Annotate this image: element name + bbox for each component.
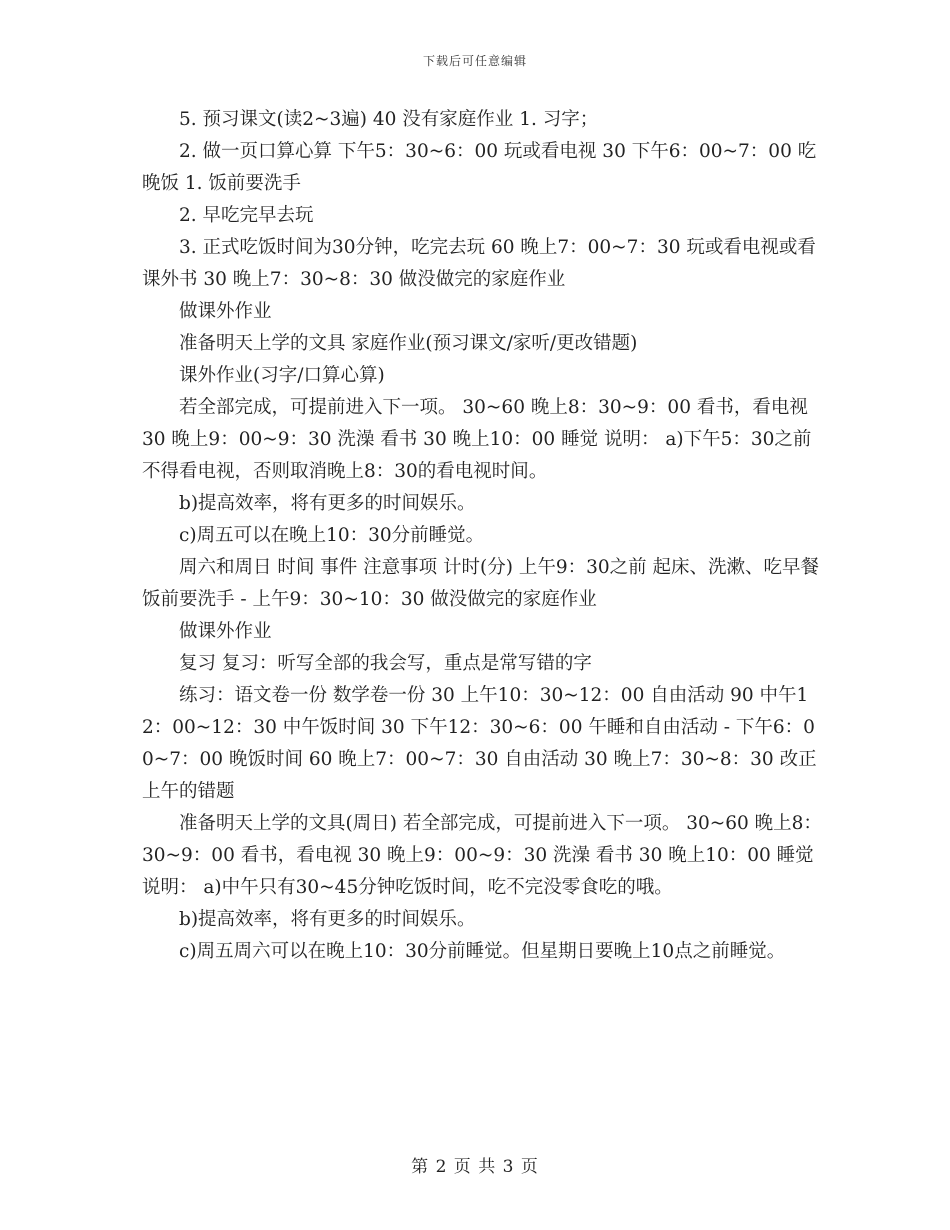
document-body xyxy=(142,104,825,968)
paragraph-2: 2. 做一页口算心算 下午5：30~6：00 玩或看电视 30 下午6：00~7：00 吃晚饭 1. 饭前要洗手 xyxy=(142,141,817,194)
paragraph-15: 准备明天上学的文具(周日) 若全部完成，可提前进入下一项。 30~60 晚上8：30~9：00 看书，看电视 30 晚上9：00~9：30 洗澡 看书 30 晚上10：00 睡觉 说明： a)中午只有30~45分钟吃饭时间，吃不完没零食吃的哦。 xyxy=(142,813,822,898)
paragraph-17: c)周五周六可以在晚上10：30分前睡觉。但星期日要晚上10点之前睡觉。 xyxy=(179,941,786,962)
paragraph-12: 做课外作业 xyxy=(179,621,272,642)
paragraph-4: 3. 正式吃饭时间为30分钟，吃完去玩 60 晚上7：00~7：30 玩或看电视或看课外书 30 晚上7：30~8：30 做没做完的家庭作业 xyxy=(142,237,816,290)
paragraph-8: 若全部完成，可提前进入下一项。 30~60 晚上8：30~9：00 看书，看电视 30 晚上9：00~9：30 洗澡 看书 30 晚上10：00 睡觉 说明： a)下午5：30之前不得看电视，否则取消晚上8：30的看电视时间。 xyxy=(142,397,814,482)
paragraph-7: 课外作业(习字/口算心算) xyxy=(179,365,385,386)
paragraph-11: 周六和周日 时间 事件 注意事项 计时(分) 上午9：30之前 起床、洗漱、吃早餐 饭前要洗手 - 上午9：30~10：30 做没做完的家庭作业 xyxy=(142,557,825,610)
paragraph-14: 练习：语文卷一份 数学卷一份 30 上午10：30~12：00 自由活动 90 中午12：00~12：30 中午饭时间 30 下午12：30~6：00 午睡和自由活动 - 下午6：00~7：00 晚饭时间 60 晚上7：00~7：30 自由活动 30 晚上7：30~8：30 改正上午的错题 xyxy=(142,685,817,802)
paragraph-3: 2. 早吃完早去玩 xyxy=(179,205,314,226)
page-header: 下载后可任意编辑 xyxy=(422,54,527,68)
paragraph-9: b)提高效率，将有更多的时间娱乐。 xyxy=(179,493,476,514)
paragraph-16: b)提高效率，将有更多的时间娱乐。 xyxy=(179,909,476,930)
paragraph-6: 准备明天上学的文具 家庭作业(预习课文/家听/更改错题) xyxy=(179,333,638,354)
paragraph-13: 复习 复习：听写全部的我会写，重点是常写错的字 xyxy=(179,653,592,674)
paragraph-5: 做课外作业 xyxy=(179,301,272,322)
paragraph-10: c)周五可以在晚上10：30分前睡觉。 xyxy=(179,525,485,546)
page-number: 第 2 页 共 3 页 xyxy=(411,1157,539,1177)
paragraph-1: 5. 预习课文(读2~3遍) 40 没有家庭作业 1. 习字； xyxy=(179,109,599,130)
